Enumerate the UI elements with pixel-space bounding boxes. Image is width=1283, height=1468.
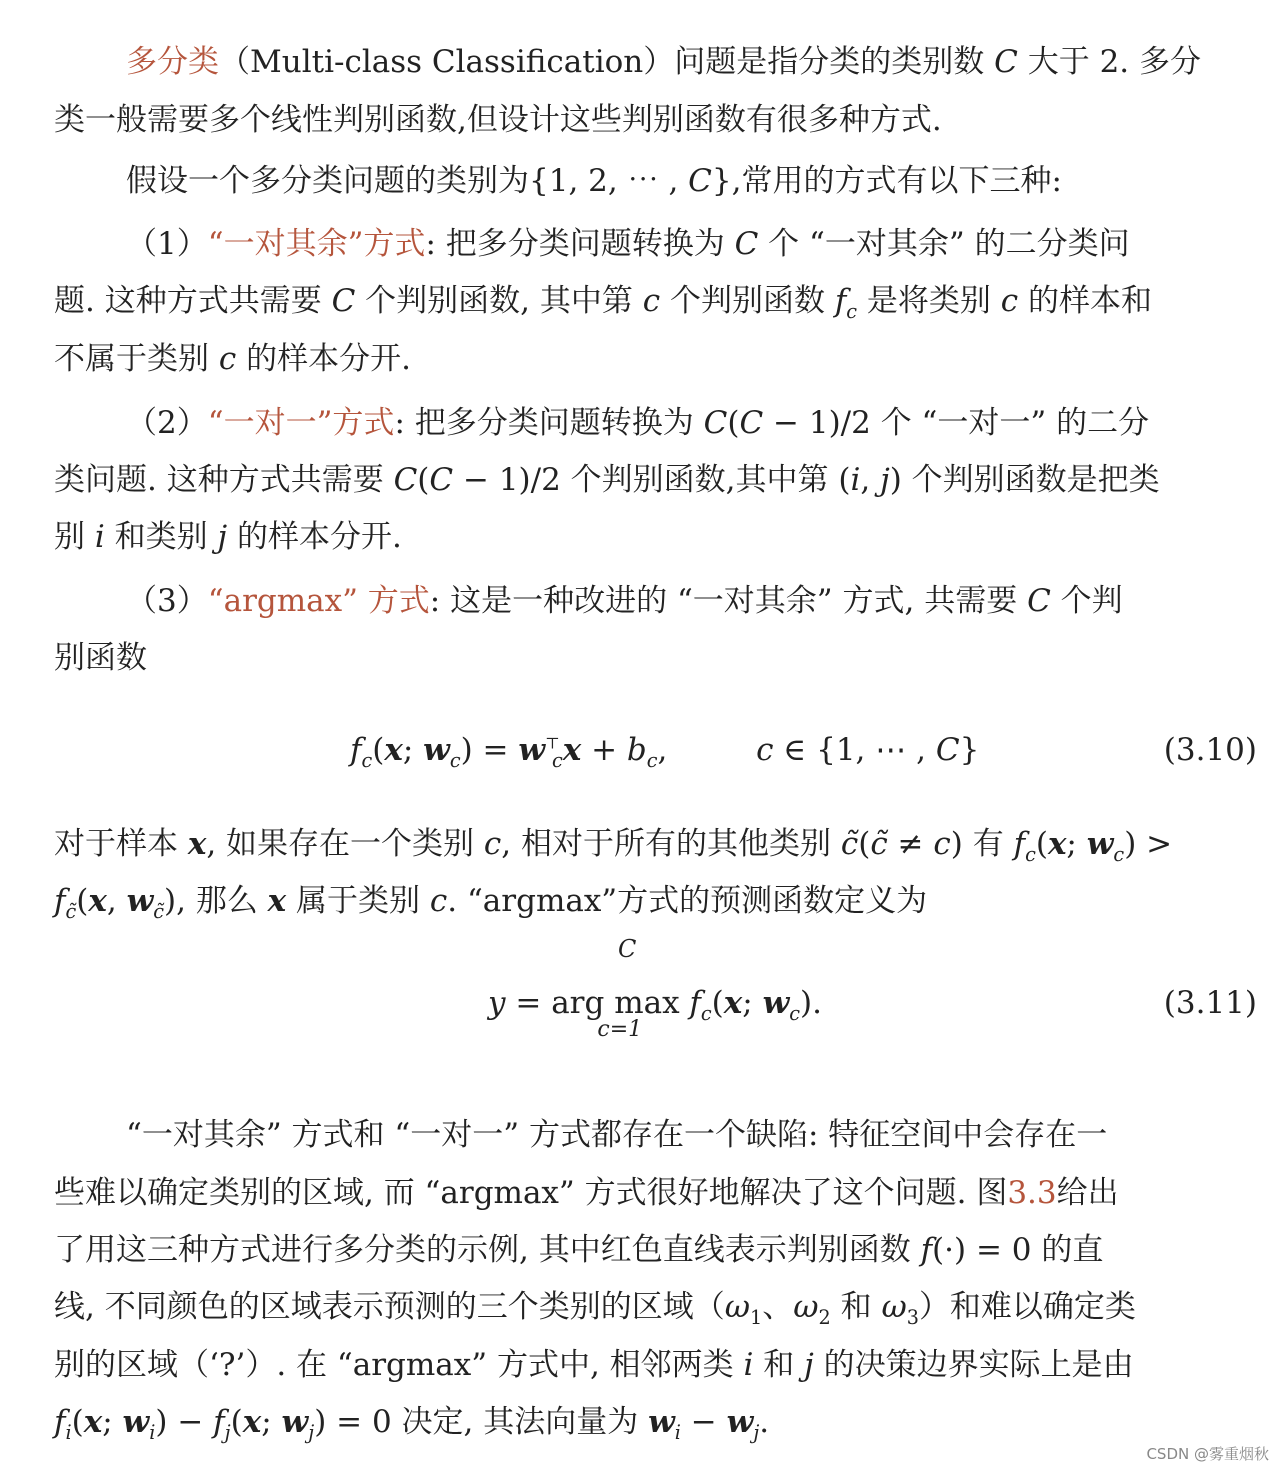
p4-line2: 些难以确定类别的区域, 而 “argmax” 方式很好地解决了这个问题. 图3.3给出 xyxy=(54,1175,1119,1211)
equation-3-11-body: y = arg max C c=1 $f_c(x$; $w_c$). xyxy=(488,935,822,1042)
item1-line2: 题. 这种方式共需要 C 个判别函数, 其中第 c 个判别函数 $f_c$ 是将类别 c 的样本和 xyxy=(54,283,1153,324)
term-multiclass: 多分类 xyxy=(126,44,219,80)
item3-line1: （3）“argmax” 方式: 这是一种改进的 “一对其余” 方式, 共需要 C 个判 xyxy=(126,583,1123,619)
equation-3-10 xyxy=(0,722,1257,782)
item2-label: “一对一”方式 xyxy=(207,405,395,441)
p1-line1: 多分类（Multi-class Classification）问题是指分类的类别数 C 大于 2. 多分 xyxy=(126,44,1201,80)
item3-line2: 别函数 xyxy=(54,640,147,676)
p2-line1: 假设一个多分类问题的类别为{1, 2, ⋯ , C},常用的方式有以下三种: xyxy=(126,163,1062,199)
p3-line1: 对于样本 x, 如果存在一个类别 c, 相对于所有的其他类别 c̃(c̃ ≠ c) 有 $f_c(x$; $w_c$) > xyxy=(54,826,1173,867)
item2-line3: 别 i 和类别 j 的样本分开. xyxy=(54,519,402,555)
item3-label: “argmax” 方式 xyxy=(207,583,430,619)
equation-3-10-body: $f_c(x$; $w_c) = w^⊤_cx + b_c$, c ∈ {1, ⋯ , C} xyxy=(350,732,980,773)
p4-line3: 了用这三种方式进行多分类的示例, 其中红色直线表示判别函数 f(·) = 0 的直 xyxy=(54,1232,1104,1268)
watermark: CSDN @雾重烟秋 xyxy=(1146,1445,1269,1463)
item1-line3: 不属于类别 c 的样本分开. xyxy=(54,341,411,377)
p4-line5: 别的区域（‘?’）. 在 “argmax” 方式中, 相邻两类 i 和 j 的决策边界实际上是由 xyxy=(54,1347,1134,1383)
item1-label: “一对其余”方式 xyxy=(207,226,426,262)
item2-line2: 类问题. 这种方式共需要 C(C − 1)/2 个判别函数,其中第 (i, j) 个判别函数是把类 xyxy=(54,462,1160,498)
equation-3-10-number: (3.10) xyxy=(1163,732,1257,768)
p3-line2: $f_{c̃}(x$, $w_{c̃}$), 那么 x 属于类别 c. “argmax”方式的预测函数定义为 xyxy=(54,883,928,924)
p4-line4: 线, 不同颜色的区域表示预测的三个类别的区域（$\omega_1$、$\omega_2$ 和 $\omega_3$）和难以确定类 xyxy=(54,1289,1136,1330)
item1-line1: （1）“一对其余”方式: 把多分类问题转换为 C 个 “一对其余” 的二分类问 xyxy=(126,226,1130,262)
p4-line1: “一对其余” 方式和 “一对一” 方式都存在一个缺陷: 特征空间中会存在一 xyxy=(126,1117,1108,1153)
figure-ref-3-3[interactable]: 3.3 xyxy=(1007,1175,1057,1211)
equation-3-11-number: (3.11) xyxy=(1163,985,1257,1021)
p4-line6: $f_i(x$; $w_i) - f_j(x$; $w_j) = 0$ 决定, 其法向量为 $w_i - w_j$. xyxy=(54,1404,770,1445)
equation-3-11 xyxy=(0,935,1257,1042)
item2-line1: （2）“一对一”方式: 把多分类问题转换为 C(C − 1)/2 个 “一对一” 的二分 xyxy=(126,405,1150,441)
p1-line2: 类一般需要多个线性判别函数,但设计这些判别函数有很多种方式. xyxy=(54,102,942,138)
